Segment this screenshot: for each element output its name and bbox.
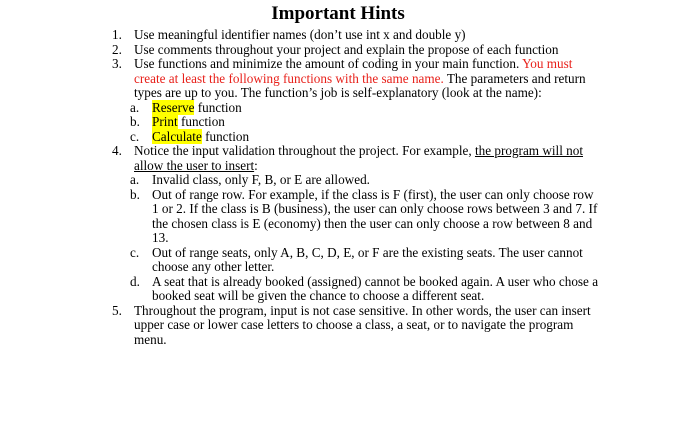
hint-text: Use comments throughout your project and explain the propose of each function bbox=[134, 41, 559, 57]
sub-text: function bbox=[201, 128, 250, 144]
sub-letter: c. bbox=[130, 244, 140, 260]
hint-number: 2. bbox=[112, 41, 122, 57]
validation-item-c bbox=[112, 246, 602, 275]
hint-text: The parameters and return types are up to you. The function’s job is self-explanatory (look at the name): bbox=[134, 70, 586, 100]
function-name-highlight: Calculate bbox=[152, 128, 202, 144]
sub-letter: c. bbox=[130, 128, 140, 144]
page-title: Important Hints bbox=[271, 3, 405, 24]
sub-letter: a. bbox=[130, 172, 140, 187]
hints-list bbox=[112, 28, 602, 347]
function-item-reserve bbox=[112, 101, 602, 116]
hint-item-4 bbox=[112, 144, 602, 173]
hint-number: 4. bbox=[112, 143, 122, 158]
function-name-highlight: Reserve bbox=[152, 99, 195, 115]
function-item-calculate bbox=[112, 130, 602, 145]
function-name-highlight: Print bbox=[152, 114, 178, 129]
hint-item-2 bbox=[112, 43, 602, 58]
hint-text: : bbox=[254, 157, 258, 173]
hint-text: Use functions and minimize the amount of coding in your main function. bbox=[134, 56, 523, 71]
hint-item-1 bbox=[112, 28, 602, 43]
hint-number: 1. bbox=[112, 27, 122, 42]
function-item-print bbox=[112, 115, 602, 130]
sub-letter: a. bbox=[130, 99, 140, 115]
validation-item-a bbox=[112, 173, 602, 188]
sub-text: function bbox=[177, 114, 225, 129]
underlined-phrase: the program will not allow the user to insert bbox=[134, 143, 584, 173]
sub-letter: b. bbox=[130, 186, 140, 202]
sub-text: A seat that is already booked (assigned) cannot be booked again. A user who chose a booked seat will be given the chance to choose a different seat. bbox=[152, 273, 599, 303]
hint-number: 5. bbox=[112, 302, 122, 318]
hint-item-5 bbox=[112, 304, 602, 348]
hint-item-3 bbox=[112, 57, 602, 101]
validation-item-d bbox=[112, 275, 602, 304]
hint-text: Use meaningful identifier names (don’t use int x and double y) bbox=[134, 27, 466, 42]
hint-text: Notice the input validation throughout the project. For example, bbox=[134, 143, 475, 158]
sub-text: Out of range row. For example, if the class is F (first), the user can only choose row 1 or 2. If the class is B (business), the user can only choose rows between 3 and 7. If the chosen class is E (economy) then the user can only choose a row between 8 and 13. bbox=[152, 186, 598, 245]
sub-text: Invalid class, only F, B, or E are allowed. bbox=[152, 172, 370, 187]
sub-text: Out of range seats, only A, B, C, D, E, or F are the existing seats. The user cannot choose any other letter. bbox=[152, 244, 583, 274]
sub-letter: d. bbox=[130, 273, 140, 289]
hint-required-note: You must create at least the following functions with the same name. bbox=[134, 56, 573, 86]
sub-letter: b. bbox=[130, 114, 140, 129]
hint-text: Throughout the program, input is not case sensitive. In other words, the user can insert upper case or lower case letters to choose a class, a seat, or to navigate the program menu. bbox=[134, 302, 591, 347]
sub-text: function bbox=[194, 99, 242, 115]
validation-item-b bbox=[112, 188, 602, 246]
hint-number: 3. bbox=[112, 56, 122, 71]
